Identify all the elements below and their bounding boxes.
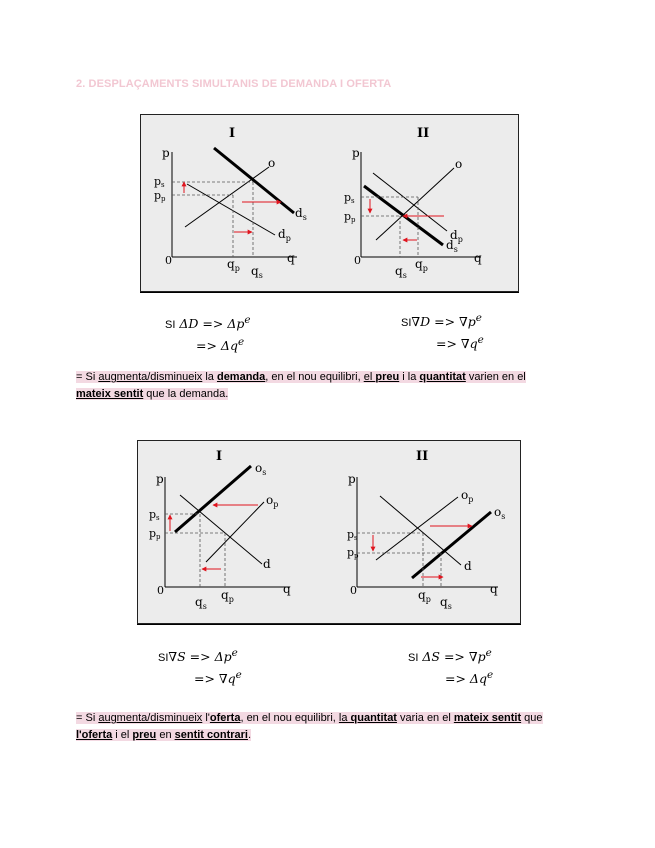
price-new-label: ps — [347, 528, 358, 542]
price-new-label: ps — [344, 191, 355, 205]
q-axis-label: q — [283, 582, 291, 596]
p-axis-label: p — [162, 146, 170, 160]
supply-shift-figure — [137, 440, 521, 624]
supply-curve — [185, 167, 269, 227]
demand-summary: = Si augmenta/disminueix la demanda, en el nou equilibri, el preu i la quantitat varien en el mateix sentit que la demanda. — [76, 371, 526, 400]
q-axis-label: q — [287, 251, 295, 265]
origin-label: 0 — [157, 584, 164, 597]
p-axis-label: p — [352, 146, 360, 160]
p-axis-label: p — [348, 472, 356, 486]
formula-supply-increase: SI $\Delta S => \nabla p^e$ => $\Delta q^e$ — [408, 647, 494, 687]
demand-shift-figure — [140, 114, 519, 292]
q-axis-label: q — [490, 582, 498, 596]
price-old-label: pp — [149, 527, 161, 541]
demand-new-label: $d_s$ — [446, 238, 458, 254]
demand-old-curve — [187, 184, 275, 235]
panel-title: II — [416, 449, 429, 464]
demand-curve — [380, 496, 461, 565]
section-heading: 2. DESPLAÇAMENTS SIMULTANIS DE DEMANDA I OFERTA — [76, 78, 392, 90]
supply-summary: = Si augmenta/disminueix l'oferta, en el nou equilibri, la quantitat varia en el mateix sentit que l'oferta i el preu en sentit contrari. — [76, 712, 543, 741]
supply-old-label: $o_p$ — [461, 488, 474, 504]
qty-old-label: $q_p$ — [418, 588, 431, 604]
p-axis-label: p — [156, 472, 164, 486]
origin-label: 0 — [354, 254, 361, 267]
supply-old-label: $o_p$ — [266, 493, 279, 509]
panel-title: I — [216, 449, 223, 464]
supply-new-curve — [412, 512, 491, 578]
price-new-label: ps — [149, 508, 160, 522]
demand-old-label: $d_p$ — [450, 228, 463, 244]
supply-label: o — [455, 157, 463, 171]
demand-label: d — [464, 559, 472, 573]
supply-label: o — [268, 156, 276, 170]
supply-old-curve — [206, 502, 264, 562]
origin-label: 0 — [165, 254, 172, 267]
panel-left — [149, 449, 291, 611]
panel-right — [344, 126, 482, 280]
price-old-label: pp — [154, 189, 166, 203]
q-axis-label: q — [474, 251, 482, 265]
price-new-label: ps — [154, 175, 165, 189]
panel-title: I — [229, 126, 236, 141]
demand-new-label: $d_s$ — [295, 206, 307, 222]
formula-demand-decrease: $SI\nabla D => \nabla p^e$ => $\nabla q^e$ — [401, 312, 484, 352]
supply-new-curve — [175, 466, 251, 532]
qty-old-label: $q_p$ — [415, 257, 428, 273]
demand-old-label: $d_p$ — [278, 227, 291, 243]
qty-old-label: $q_p$ — [221, 588, 234, 604]
formula-supply-decrease: $SI\nabla S => \Delta p^e$ => $\nabla q^e$ — [158, 647, 242, 687]
qty-old-label: $q_p$ — [227, 257, 240, 273]
formula-demand-increase: SI $\Delta D => \Delta p^e$ => $\Delta q^e$ — [165, 314, 251, 354]
qty-new-label: $q_s$ — [440, 595, 452, 611]
demand-label: d — [263, 557, 271, 571]
panel-right — [347, 449, 505, 611]
panel-title: II — [417, 126, 430, 141]
price-old-label: pp — [344, 210, 356, 224]
supply-shift-diagram — [138, 441, 520, 623]
panel-left — [154, 126, 307, 280]
demand-new-curve — [214, 148, 294, 213]
demand-shift-diagram — [141, 115, 518, 291]
supply-new-label: $o_s$ — [494, 505, 506, 521]
qty-new-label: $q_s$ — [195, 595, 207, 611]
price-old-label: pp — [347, 546, 359, 560]
qty-new-label: $q_s$ — [395, 264, 407, 280]
supply-new-label: $o_s$ — [255, 461, 267, 477]
origin-label: 0 — [350, 584, 357, 597]
qty-new-label: $q_s$ — [251, 264, 263, 280]
